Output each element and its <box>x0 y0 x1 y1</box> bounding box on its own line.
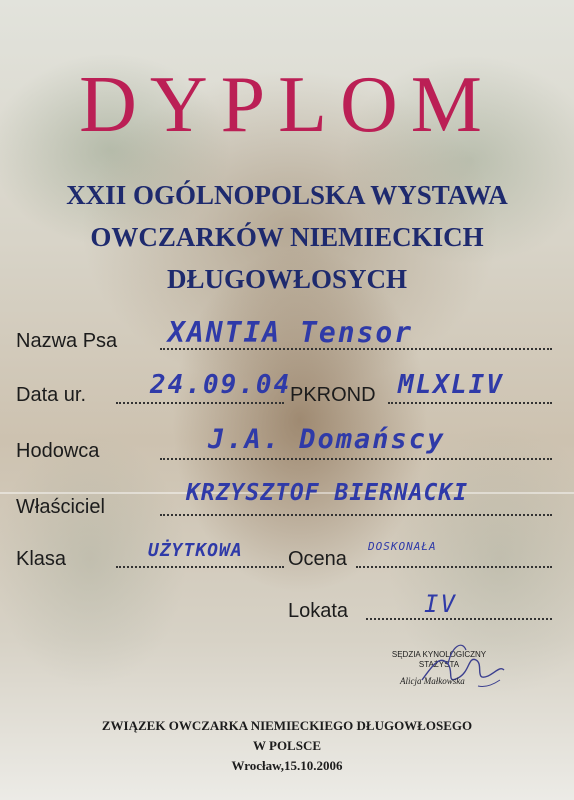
grade-label: Ocena <box>288 548 347 570</box>
owner-line <box>160 514 552 516</box>
owner-value: KRZYSZTOF BIERNACKI <box>186 480 469 506</box>
organization-line-1: ZWIĄZEK OWCZARKA NIEMIECKIEGO DŁUGOWŁOSEGO <box>101 718 473 733</box>
pkrond-value: MLXLIV <box>398 370 504 400</box>
pkrond-label: PKROND <box>290 384 376 406</box>
show-heading <box>0 174 574 300</box>
placement-value: IV <box>424 590 457 618</box>
place-date: Wrocław,15.10.2006 <box>231 758 343 773</box>
organization-line-2: W POLSCE <box>252 738 322 753</box>
grade-line <box>356 566 552 568</box>
pkrond-line <box>388 402 552 404</box>
judge-signature <box>418 636 508 696</box>
breeder-value: J.A. Domańscy <box>208 424 446 455</box>
birth-date-line <box>116 402 284 404</box>
grade-value: DOSKONAŁA <box>368 540 437 553</box>
class-value: UŻYTKOWA <box>148 540 243 561</box>
placement-line <box>366 618 552 620</box>
judge-title-line-2: STAŻYSTA <box>418 660 460 669</box>
class-label: Klasa <box>16 548 67 570</box>
placement-label: Lokata <box>288 600 349 622</box>
birth-date-label: Data ur. <box>16 384 87 406</box>
birth-date-value: 24.09.04 <box>150 370 292 400</box>
heading-line-1: XXII OGÓLNOPOLSKA WYSTAWA <box>66 180 508 210</box>
class-line <box>116 566 284 568</box>
dog-name-label: Nazwa Psa <box>16 330 118 352</box>
dog-name-value: XANTIA Tensor <box>168 316 414 349</box>
breeder-label: Hodowca <box>16 440 100 462</box>
heading-line-3: DŁUGOWŁOSYCH <box>166 264 408 294</box>
owner-label: Właściciel <box>16 496 105 518</box>
judge-title-line-1: SĘDZIA KYNOLOGICZNY <box>391 650 487 659</box>
judge-name: Alicja Małkowska <box>400 676 465 686</box>
diploma-title: DYPLOM <box>79 61 495 149</box>
heading-line-2: OWCZARKÓW NIEMIECKICH <box>90 222 484 252</box>
breeder-line <box>160 458 552 460</box>
